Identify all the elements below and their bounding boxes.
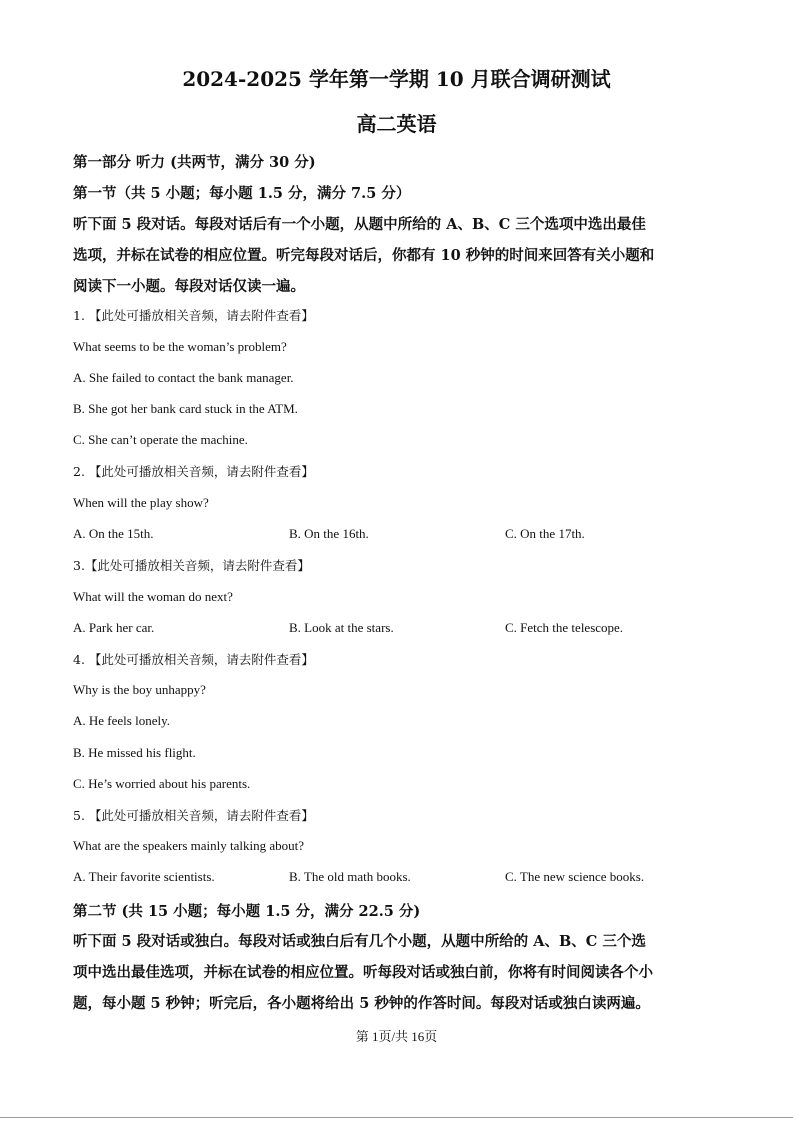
option-a-q1: A. She failed to contact the bank manager. (73, 370, 294, 385)
option-a-q4: A. He feels lonely. (73, 713, 170, 728)
option-b-q4: B. He missed his flight. (73, 745, 196, 760)
option-a-q2: A. On the 15th. (73, 526, 154, 541)
option-c-q2: C. On the 17th. (505, 526, 585, 541)
exam-subject: 高二英语 (356, 112, 437, 136)
question-stem-q3: What will the woman do next? (73, 589, 233, 604)
section1-heading: 第一节（共 5 小题；每小题 1.5 分，满分 7.5 分） (73, 185, 411, 202)
section1-instruction-line: 听下面 5 段对话。每段对话后有一个小题，从题中所给的 A、B、C 三个选项中选出最佳 (73, 216, 646, 233)
section2-heading: 第二节 (共 15 小题；每小题 1.5 分，满分 22.5 分) (73, 903, 421, 920)
section1-instruction-line: 选项，并标在试卷的相应位置。听完每段对话后，你都有 10 秒钟的时间来回答有关小题和 (73, 247, 655, 264)
question-stem-q5: What are the speakers mainly talking about? (73, 838, 305, 853)
page-number: 第 1页/共 16页 (355, 1029, 438, 1044)
question-stem-q2: When will the play show? (73, 495, 209, 510)
option-c-q5: C. The new science books. (505, 869, 645, 884)
part1-heading: 第一部分 听力 (共两节，满分 30 分) (73, 154, 316, 171)
audio-link-q4[interactable]: 4. 【此处可播放相关音频，请去附件查看】 (73, 652, 314, 667)
option-a-q3: A. Park her car. (73, 620, 155, 635)
page-bottom-divider (0, 1117, 793, 1118)
option-c-q1: C. She can’t operate the machine. (73, 432, 248, 447)
audio-link-q1[interactable]: 1. 【此处可播放相关音频，请去附件查看】 (73, 308, 314, 323)
audio-link-q2[interactable]: 2. 【此处可播放相关音频，请去附件查看】 (73, 464, 314, 479)
section2-instruction-line: 听下面 5 段对话或独白。每段对话或独白后有几个小题，从题中所给的 A、B、C 三个选 (73, 933, 646, 950)
audio-link-q5[interactable]: 5. 【此处可播放相关音频，请去附件查看】 (73, 808, 314, 823)
section2-instruction-line: 题，每小题 5 秒钟；听完后，各小题将给出 5 秒钟的作答时间。每段对话或独白读两遍。 (73, 995, 650, 1012)
section1-instruction-line: 阅读下一小题。每段对话仅读一遍。 (73, 278, 305, 295)
question-stem-q4: Why is the boy unhappy? (73, 682, 206, 697)
exam-title: 2024-2025 学年第一学期 10 月联合调研测试 (182, 67, 611, 91)
option-b-q3: B. Look at the stars. (289, 620, 394, 635)
audio-link-q3[interactable]: 3.【此处可播放相关音频，请去附件查看】 (73, 558, 310, 573)
option-b-q1: B. She got her bank card stuck in the ATM. (73, 401, 298, 416)
option-b-q5: B. The old math books. (289, 869, 411, 884)
question-stem-q1: What seems to be the woman’s problem? (73, 339, 287, 354)
option-c-q4: C. He’s worried about his parents. (73, 776, 251, 791)
section2-instruction-line: 项中选出最佳选项，并标在试卷的相应位置。听每段对话或独白前，你将有时间阅读各个小 (73, 964, 653, 981)
option-b-q2: B. On the 16th. (289, 526, 369, 541)
option-a-q5: A. Their favorite scientists. (73, 869, 215, 884)
option-c-q3: C. Fetch the telescope. (505, 620, 624, 635)
